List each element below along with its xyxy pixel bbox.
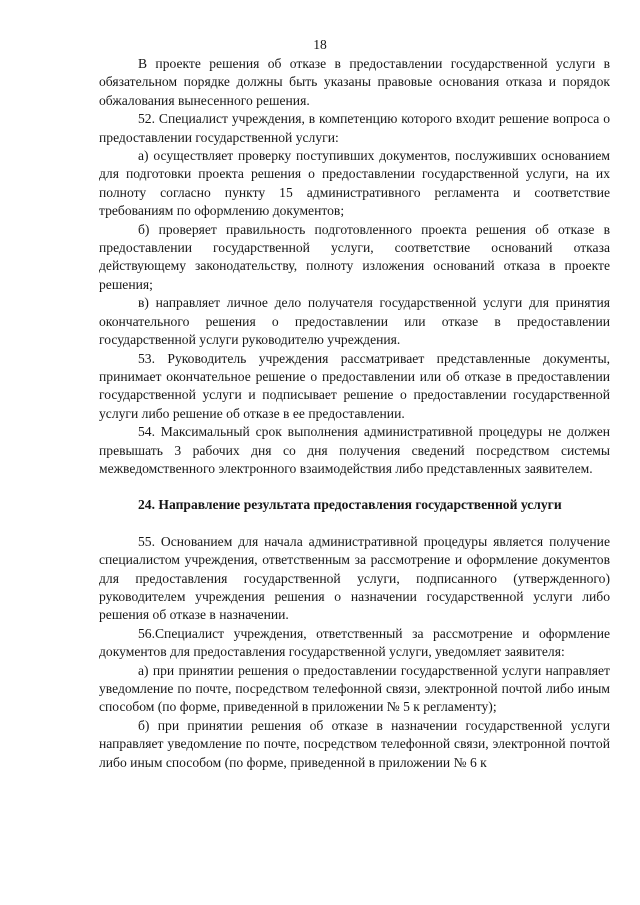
paragraph: 55. Основанием для начала административной процедуры является получение специалистом учреждения, ответственным за рассмотрение и оформление документов для предоставления государственной услуги, подписанного (утвержденного) руководителем учреждения решения о назначении государственной услуги либо решения об отказе в назначении. xyxy=(99,533,610,623)
paragraph: 54. Максимальный срок выполнения административной процедуры не должен превышать 3 рабочих дня со дня получения сведений посредством системы межведомственного электронного взаимодействия либо представленных заявителем. xyxy=(99,424,610,476)
paragraph: а) осуществляет проверку поступивших документов, послуживших основанием для подготовки проекта решения о предоставлении государственной услуги, на их полноту согласно пункту 15 административного регламента и соответствие требованиям по оформлению документов; xyxy=(99,148,610,219)
paragraph: 53. Руководитель учреждения рассматривает представленные документы, принимает окончательное решение о предоставлении или об отказе в предоставлении государственной услуги и подписывает решение о предоставлении государственной услуги либо решение об отказе в ее предоставлении. xyxy=(99,350,610,421)
paragraph: б) при принятии решения об отказе в назначении государственной услуги направляет уведомление по почте, посредством телефонной связи, электронной почтой либо иным способом (по форме, приведенной в приложении № 6 к xyxy=(99,717,610,770)
paragraph: б) проверяет правильность подготовленного проекта решения об отказе в предоставлении государственной услуги, соответствие оснований отказа действующему законодательству, полноту изложения оснований отказа в проекте решения; xyxy=(99,221,610,292)
paragraph: 56.Специалист учреждения, ответственный за рассмотрение и оформление документов для предоставления государственной услуги, уведомляет заявителя: xyxy=(99,625,610,660)
body-text xyxy=(99,55,610,772)
paragraph: а) при принятии решения о предоставлении государственной услуги направляет уведомление по почте, посредством телефонной связи, электронной почтой либо иным способом (по форме, приведенной в приложении № 5 к регламенту); xyxy=(99,662,610,715)
paragraph: В проекте решения об отказе в предоставлении государственной услуги в обязательном порядке должны быть указаны правовые основания отказа и порядок обжалования вынесенного решения. xyxy=(99,56,610,108)
paragraph: в) направляет личное дело получателя государственной услуги для принятия окончательного решения о предоставлении или отказе в предоставлении государственной услуги руководителю учреждения. xyxy=(99,295,610,348)
paragraph: 52. Специалист учреждения, в компетенцию которого входит решение вопроса о предоставлении государственной услуги: xyxy=(99,111,610,145)
page-number: 18 xyxy=(313,37,327,52)
section-heading: 24. Направление результата предоставления государственной услуги xyxy=(138,497,562,513)
